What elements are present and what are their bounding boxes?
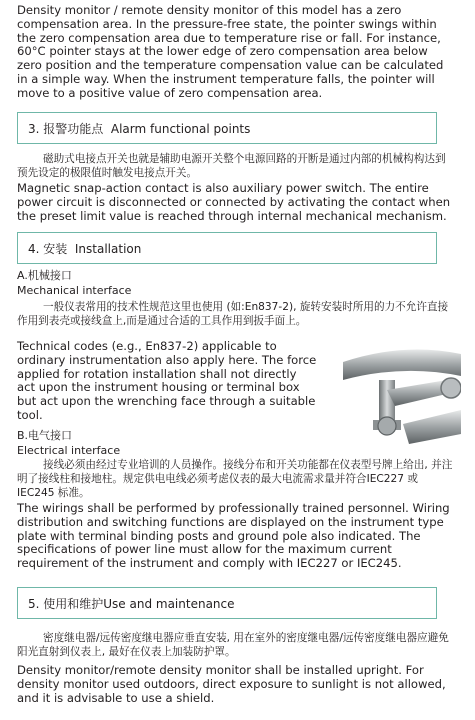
wrench-installation-photo xyxy=(343,344,461,456)
section-4-heading xyxy=(17,232,437,264)
section-5-body-cn: 密度继电器/远传密度继电器应垂直安装, 用在室外的密度继电器/远传密度继电器应避免阳光直射到仪表上, 最好在仪表上加装防护罩。 xyxy=(17,632,449,659)
section-5-title: 5. 使用和维护Use and maintenance xyxy=(28,596,235,611)
section-4-title: 4. 安装 Installation xyxy=(28,241,142,256)
subsection-b-body-en: The wirings shall be performed by professionally trained personnel. Wiring distribution and switching functions are displayed on the instrument type plate with terminal binding posts and ground pole also indicated. The specifications of power line must allow for the maximum current requirement of the instrument and comply with IEC227 or IEC245. xyxy=(17,501,450,571)
section-3-title: 3. 报警功能点 Alarm functional points xyxy=(28,121,251,136)
section-5-body-en: Density monitor/remote density monitor shall be installed upright. For density monitor used outdoors, direct exposure to sunlight is not allowed, and it is advisable to use a shield. xyxy=(17,663,446,705)
subsection-a-body-cn: 一般仪表常用的技术性规范这里也使用 (如:En837-2), 旋转安装时所用的力不允许直接作用到表壳或接线盒上,而是通过合适的工具作用到扳手面上。 xyxy=(17,301,449,328)
intro-paragraph: Density monitor / remote density monitor of this model has a zero compensation area. In the pressure-free state, the pointer swings within the zero compensation area due to temperature rise or fall. For instance, 60°C pointer stays at the lower edge of zero compensation area below zero position and the temperature compensation value can be calculated in a simple way. When the instrument temperature falls, the pointer will move to a positive value of zero compensation area. xyxy=(17,3,444,100)
subsection-b-en: Electrical interface xyxy=(17,444,121,457)
section-3-heading xyxy=(17,112,437,144)
subsection-a-cn: A.机械接口 xyxy=(17,269,72,282)
subsection-a-body-en: Technical codes (e.g., En837-2) applicable to ordinary instrumentation also apply here. The force applied for rotation installation shall not directly act upon the instrument housing or terminal box but act upon the wrenching face through a suitable tool. xyxy=(17,339,317,422)
section-3-body-en: Magnetic snap-action contact is also auxiliary power switch. The entire power circuit is disconnected or connected by activating the contact when the preset limit value is reached through internal mechanical mechanism. xyxy=(17,181,451,223)
subsection-a-en: Mechanical interface xyxy=(17,284,132,297)
subsection-b-cn: B.电气接口 xyxy=(17,429,73,442)
section-5-heading xyxy=(17,587,437,619)
section-3-body-cn: 磁助式电接点开关也就是辅助电源开关整个电源回路的开断是通过内部的机械构构达到预先设定的极限值时触发电接点开关。 xyxy=(17,153,446,180)
subsection-b-body-cn: 接线必须由经过专业培训的人员操作。接线分布和开关功能都在仪表型号牌上给出, 并注明了接线柱和接地柱。规定供电电线必须考虑仪表的最大电流需求量并符合IEC227 或IEC245 标准。 xyxy=(17,459,453,500)
